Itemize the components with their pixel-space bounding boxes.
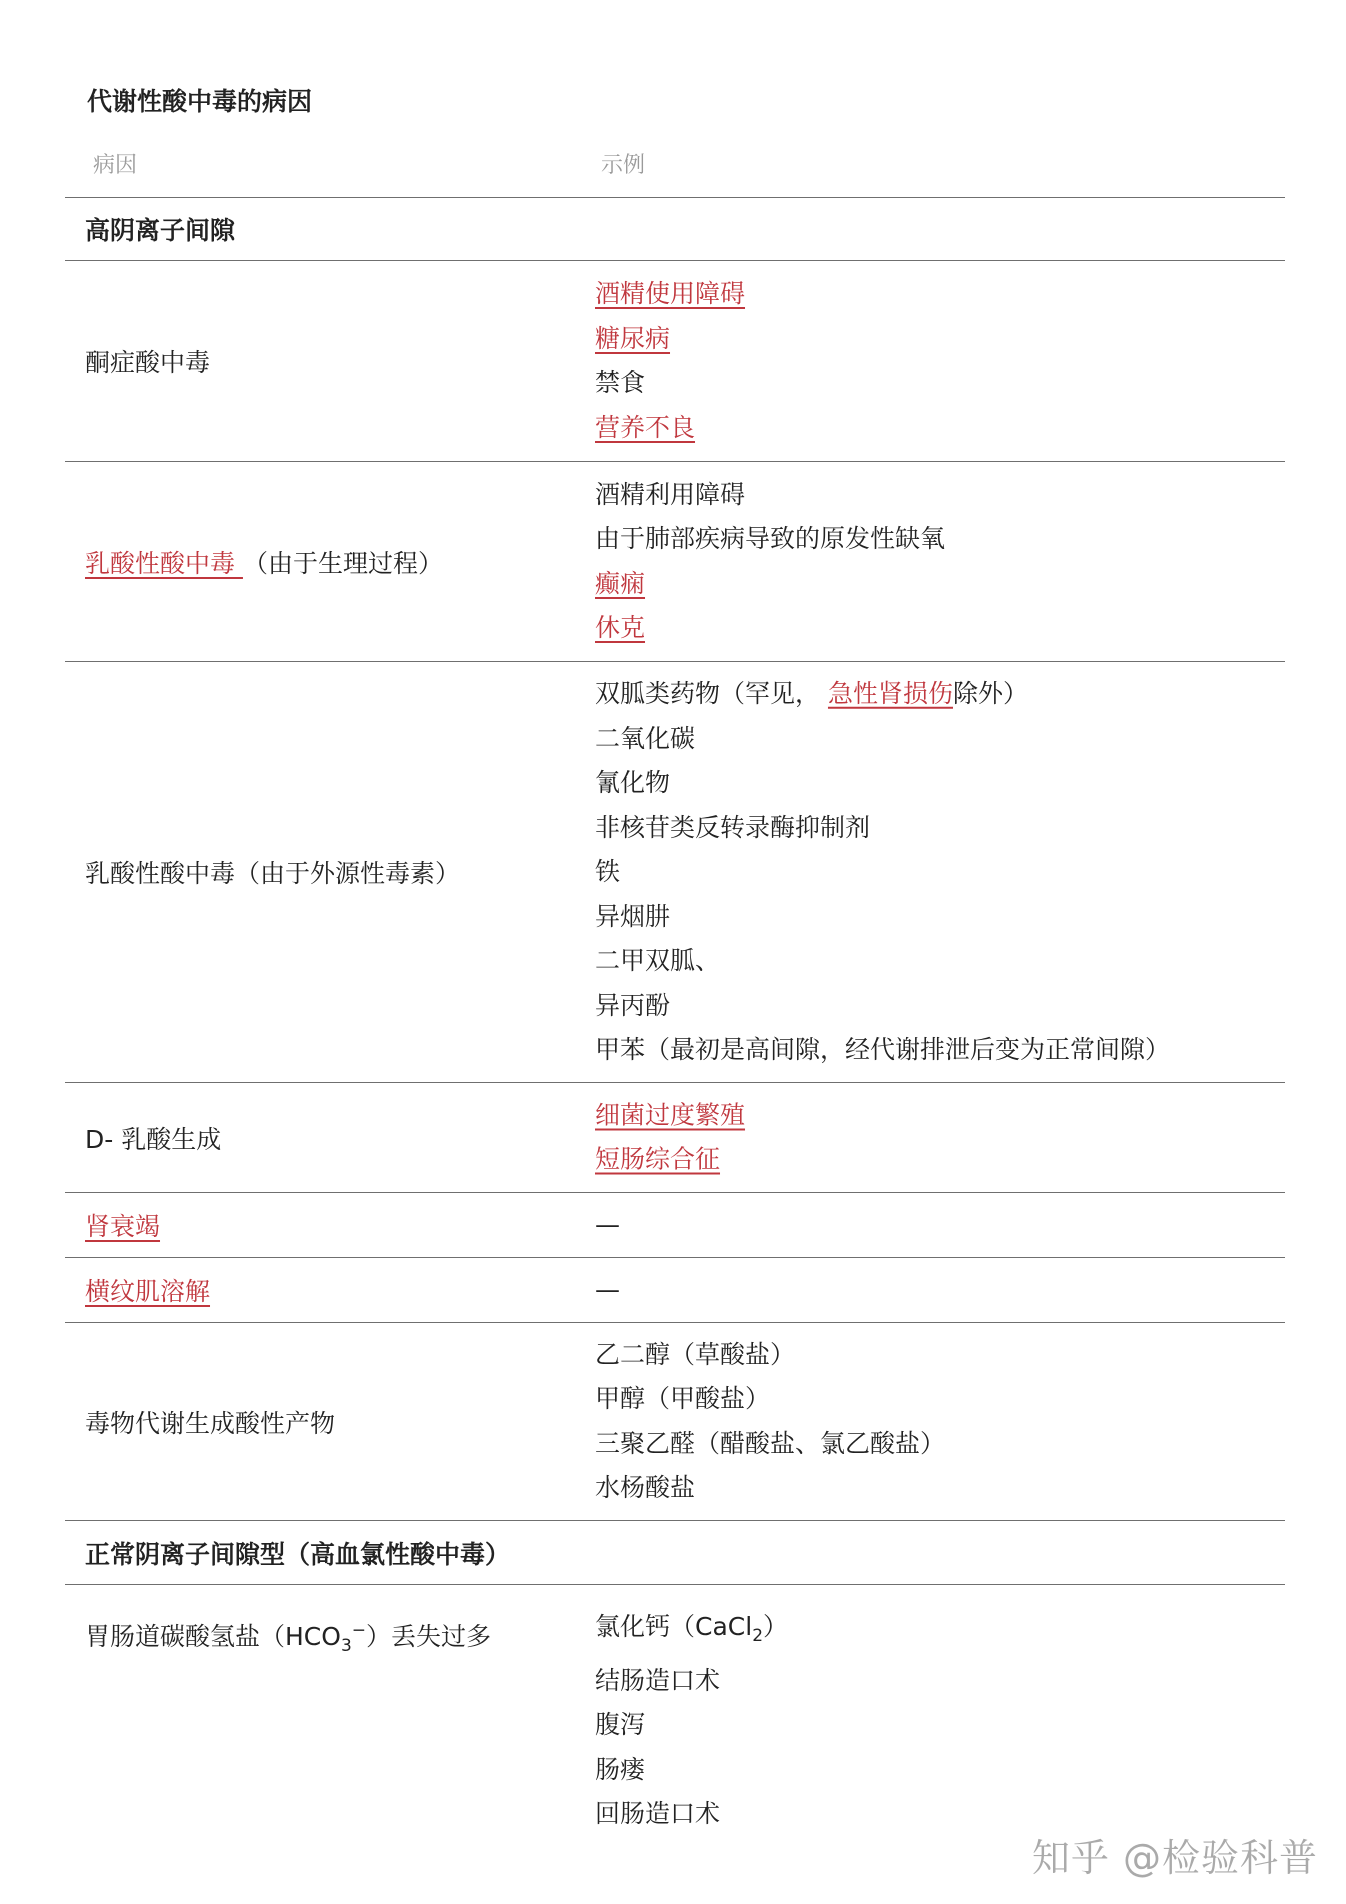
example-item: — <box>595 1274 620 1304</box>
examples-cell <box>595 1093 745 1182</box>
example-text: 双胍类药物（罕见， <box>595 678 821 708</box>
example-text: 除外） <box>952 678 1028 708</box>
table-row-toxin-metabolism <box>65 1323 1285 1521</box>
example-item: 氰化物 <box>595 767 671 797</box>
example-item: 由于肺部疾病导致的原发性缺氧 <box>595 524 946 553</box>
example-item <box>595 672 1170 717</box>
examples-cell <box>595 473 945 651</box>
causes-table <box>65 197 1285 1828</box>
example-link[interactable]: 营养不良 <box>595 412 696 442</box>
example-item: 腹泻 <box>595 1710 646 1739</box>
cause-cell <box>85 544 443 580</box>
example-item: 结肠造口术 <box>595 1665 721 1695</box>
section-row-high-gap <box>65 198 1285 261</box>
table-row-d-lactate <box>65 1083 1285 1193</box>
cause-cell: 毒物代谢生成酸性产物 <box>85 1408 336 1438</box>
cause-cell: D- 乳酸生成 <box>85 1124 222 1154</box>
example-item: 二甲双胍、 <box>595 945 721 975</box>
example-item: 禁食 <box>595 368 646 397</box>
example-item: 铁 <box>595 856 621 886</box>
section-title: 高阴离子间隙 <box>85 216 236 245</box>
cause-cell <box>85 1207 160 1243</box>
example-link[interactable]: 短肠综合征 <box>595 1144 721 1174</box>
examples-cell <box>595 1333 945 1511</box>
cause-suffix: （由于生理过程） <box>242 548 443 578</box>
example-item <box>595 1605 788 1659</box>
examples-cell <box>595 1268 620 1313</box>
example-link[interactable]: 酒精使用障碍 <box>595 279 746 308</box>
column-header-cause: 病因 <box>93 153 138 178</box>
example-subscript: 2 <box>752 1626 764 1646</box>
example-item: 乙二醇（草酸盐） <box>595 1339 796 1369</box>
examples-cell <box>595 1605 788 1837</box>
cause-text: ）丢失过多 <box>366 1622 492 1651</box>
cause-text: 胃肠道碳酸氢盐（HCO <box>85 1622 341 1651</box>
example-item: 异丙酚 <box>595 990 671 1020</box>
cause-cell: 酮症酸中毒 <box>85 348 211 377</box>
example-text: ） <box>763 1612 789 1641</box>
table-title: 代谢性酸中毒的病因 <box>87 87 313 116</box>
watermark: 知乎 @检验科普 <box>1031 1836 1318 1880</box>
cause-link[interactable]: 横纹肌溶解 <box>85 1277 211 1306</box>
cause-subscript: 3 <box>340 1636 352 1656</box>
example-link[interactable]: 糖尿病 <box>595 323 671 353</box>
example-link[interactable]: 癫痫 <box>595 568 646 598</box>
section-row-normal-gap <box>65 1521 1285 1585</box>
cause-link[interactable]: 肾衰竭 <box>85 1212 161 1241</box>
examples-cell <box>595 272 745 450</box>
example-item: — <box>595 1209 620 1239</box>
example-link[interactable]: 急性肾损伤 <box>827 678 953 708</box>
example-item: 二氧化碳 <box>595 723 696 753</box>
cause-cell <box>85 1617 491 1656</box>
example-text: 氯化钙（CaCl <box>595 1612 753 1641</box>
example-item: 三聚乙醛（醋酸盐、氯乙酸盐） <box>595 1428 946 1458</box>
column-header-example: 示例 <box>601 153 646 178</box>
cause-link[interactable]: 乳酸性酸中毒 <box>85 548 243 578</box>
cause-superscript: − <box>351 1620 367 1641</box>
example-link[interactable]: 休克 <box>595 613 646 642</box>
example-item: 甲苯（最初是高间隙，经代谢排泄后变为正常间隙） <box>595 1034 1171 1064</box>
table-row-renal-failure <box>65 1193 1285 1258</box>
example-item: 酒精利用障碍 <box>595 479 746 509</box>
example-item: 甲醇（甲酸盐） <box>595 1384 771 1413</box>
section-title: 正常阴离子间隙型（高血氯性酸中毒） <box>85 1539 511 1569</box>
example-item: 回肠造口术 <box>595 1799 721 1828</box>
example-link[interactable]: 细菌过度繁殖 <box>595 1100 746 1129</box>
example-item: 肠瘘 <box>595 1754 646 1784</box>
table-row-gi-bicarbonate-loss <box>65 1585 1285 1828</box>
table-row-ketoacidosis <box>65 261 1285 462</box>
table-row-lactic-physiological <box>65 462 1285 662</box>
cause-cell <box>85 1272 210 1308</box>
examples-cell <box>595 1203 620 1248</box>
example-item: 异烟肼 <box>595 901 671 931</box>
cause-cell: 乳酸性酸中毒（由于外源性毒素） <box>85 859 461 888</box>
examples-cell <box>595 672 1170 1073</box>
example-item: 非核苷类反转录酶抑制剂 <box>595 812 871 842</box>
table-row-lactic-toxins <box>65 662 1285 1083</box>
example-item: 水杨酸盐 <box>595 1473 696 1502</box>
table-row-rhabdomyolysis <box>65 1258 1285 1323</box>
